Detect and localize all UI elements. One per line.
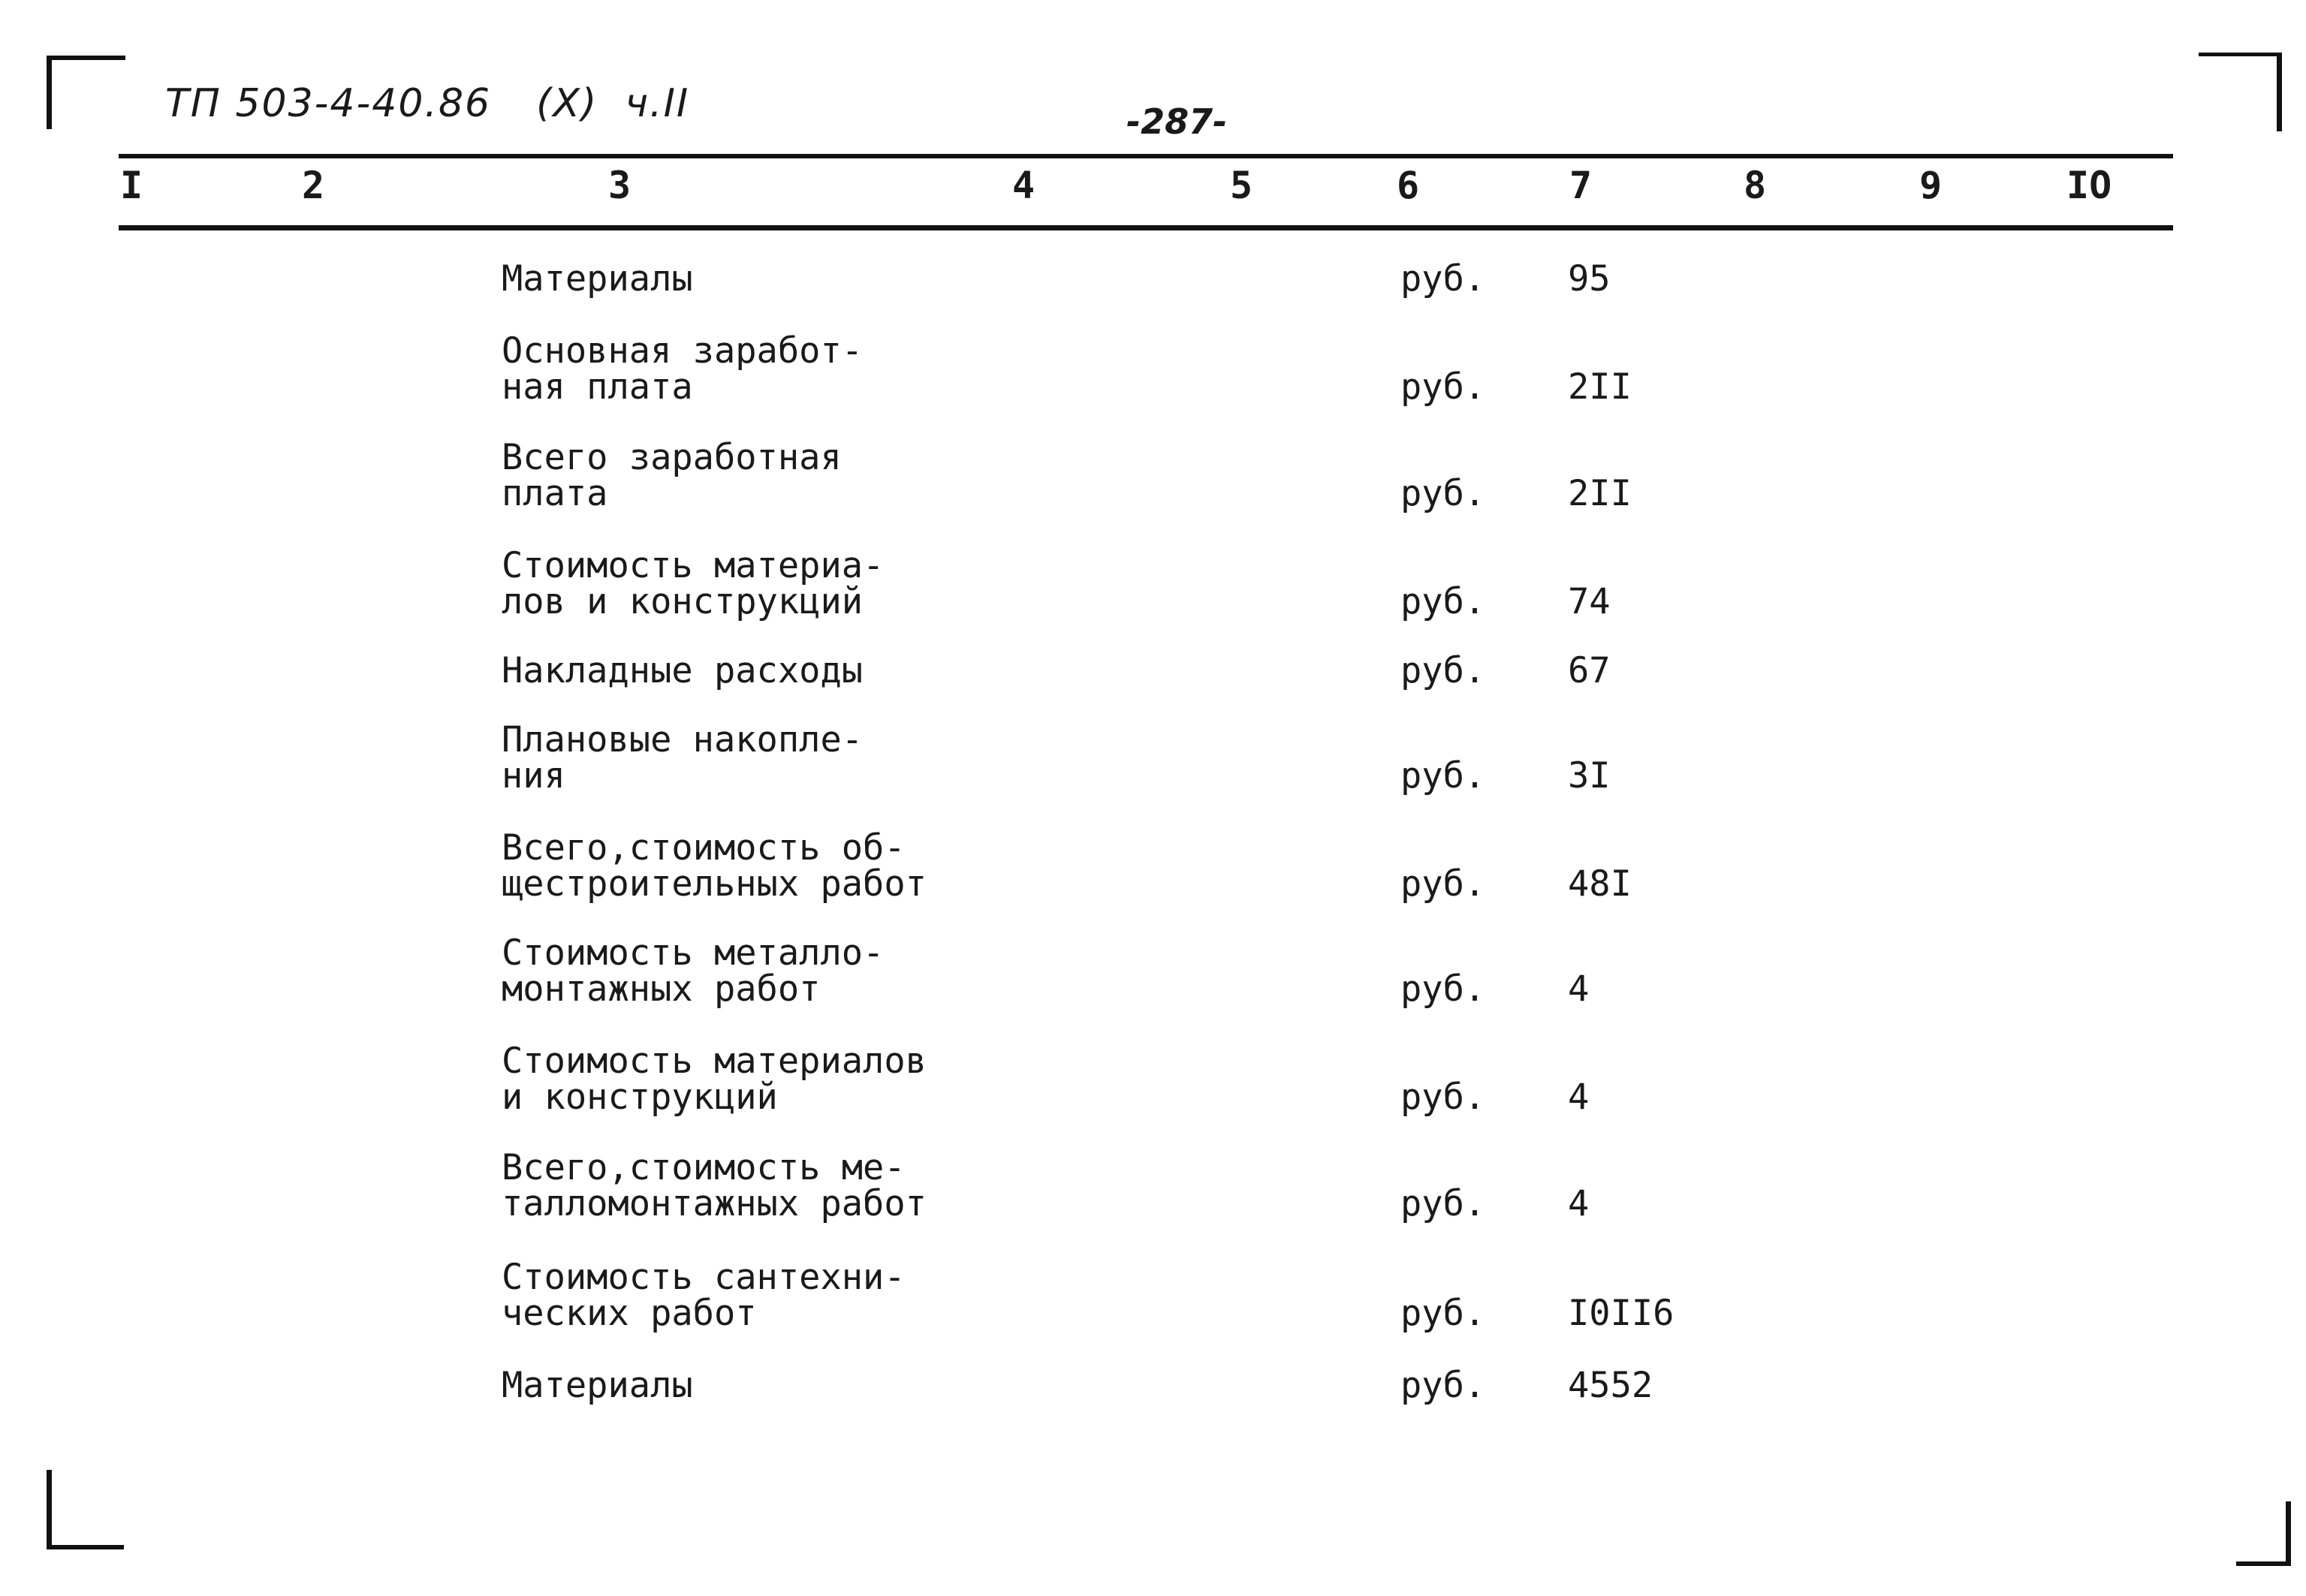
- corner-mark-bottom-left: [47, 1470, 124, 1549]
- document-code-part: ч.II: [625, 81, 690, 126]
- row-label: Материалы: [502, 258, 693, 300]
- row-unit: руб.: [1400, 1077, 1486, 1118]
- row-unit: руб.: [1400, 863, 1486, 905]
- row-value: 3I: [1568, 755, 1611, 796]
- column-header-8: 8: [1744, 164, 1767, 207]
- row-value: 4: [1568, 1077, 1590, 1118]
- column-header-5: 5: [1230, 164, 1253, 207]
- row-unit: руб.: [1400, 1365, 1486, 1406]
- column-header-10: IO: [2066, 164, 2112, 207]
- row-label: Всего,стоимость ме- талломонтажных работ: [502, 1147, 927, 1224]
- row-unit: руб.: [1400, 366, 1486, 408]
- corner-mark-top-right: [2199, 53, 2282, 131]
- row-value: 2II: [1568, 473, 1632, 514]
- column-header-4: 4: [1012, 164, 1035, 207]
- column-header-6: 6: [1397, 164, 1420, 207]
- row-unit: руб.: [1400, 1293, 1486, 1334]
- header-rule-top: [119, 154, 2173, 158]
- row-label: Плановые накопле- ния: [502, 719, 864, 796]
- row-value: 2II: [1568, 366, 1632, 408]
- row-unit: руб.: [1400, 755, 1486, 796]
- row-label: Стоимость металло- монтажных работ: [502, 932, 885, 1010]
- row-value: 48I: [1568, 863, 1632, 905]
- column-header-3: 3: [608, 164, 632, 207]
- row-value: 95: [1568, 258, 1611, 300]
- row-label: Всего заработная плата: [502, 437, 842, 514]
- row-unit: руб.: [1400, 650, 1486, 691]
- corner-mark-bottom-right: [2236, 1501, 2291, 1566]
- row-label: Всего,стоимость об- щестроительных работ: [502, 827, 927, 905]
- row-label: Стоимость материалов и конструкций: [502, 1040, 927, 1118]
- document-code-prefix: ТП 503-4-40.86: [165, 81, 492, 126]
- row-unit: руб.: [1400, 968, 1486, 1010]
- column-header-9: 9: [1919, 164, 1943, 207]
- row-label: Материалы: [502, 1365, 693, 1406]
- row-value: I0II6: [1568, 1293, 1674, 1334]
- row-label: Стоимость сантехни- ческих работ: [502, 1257, 906, 1334]
- document-code: [165, 81, 689, 126]
- page-number: -287-: [1126, 101, 1228, 142]
- row-unit: руб.: [1400, 1183, 1486, 1224]
- row-value: 4552: [1568, 1365, 1653, 1406]
- row-value: 4: [1568, 1183, 1590, 1224]
- column-header-1: I: [120, 164, 143, 207]
- row-value: 67: [1568, 650, 1611, 691]
- row-unit: руб.: [1400, 258, 1486, 300]
- header-rule-bottom: [119, 225, 2173, 230]
- corner-mark-top-left: [47, 56, 125, 129]
- row-unit: руб.: [1400, 473, 1486, 514]
- row-label: Накладные расходы: [502, 650, 864, 691]
- row-unit: руб.: [1400, 581, 1486, 622]
- column-header-2: 2: [302, 164, 325, 207]
- column-header-7: 7: [1569, 164, 1593, 207]
- row-value: 4: [1568, 968, 1590, 1010]
- row-value: 74: [1568, 581, 1611, 622]
- document-code-volume: (Х): [536, 81, 598, 126]
- row-label: Стоимость материа- лов и конструкций: [502, 545, 885, 622]
- row-label: Основная заработ- ная плата: [502, 330, 864, 408]
